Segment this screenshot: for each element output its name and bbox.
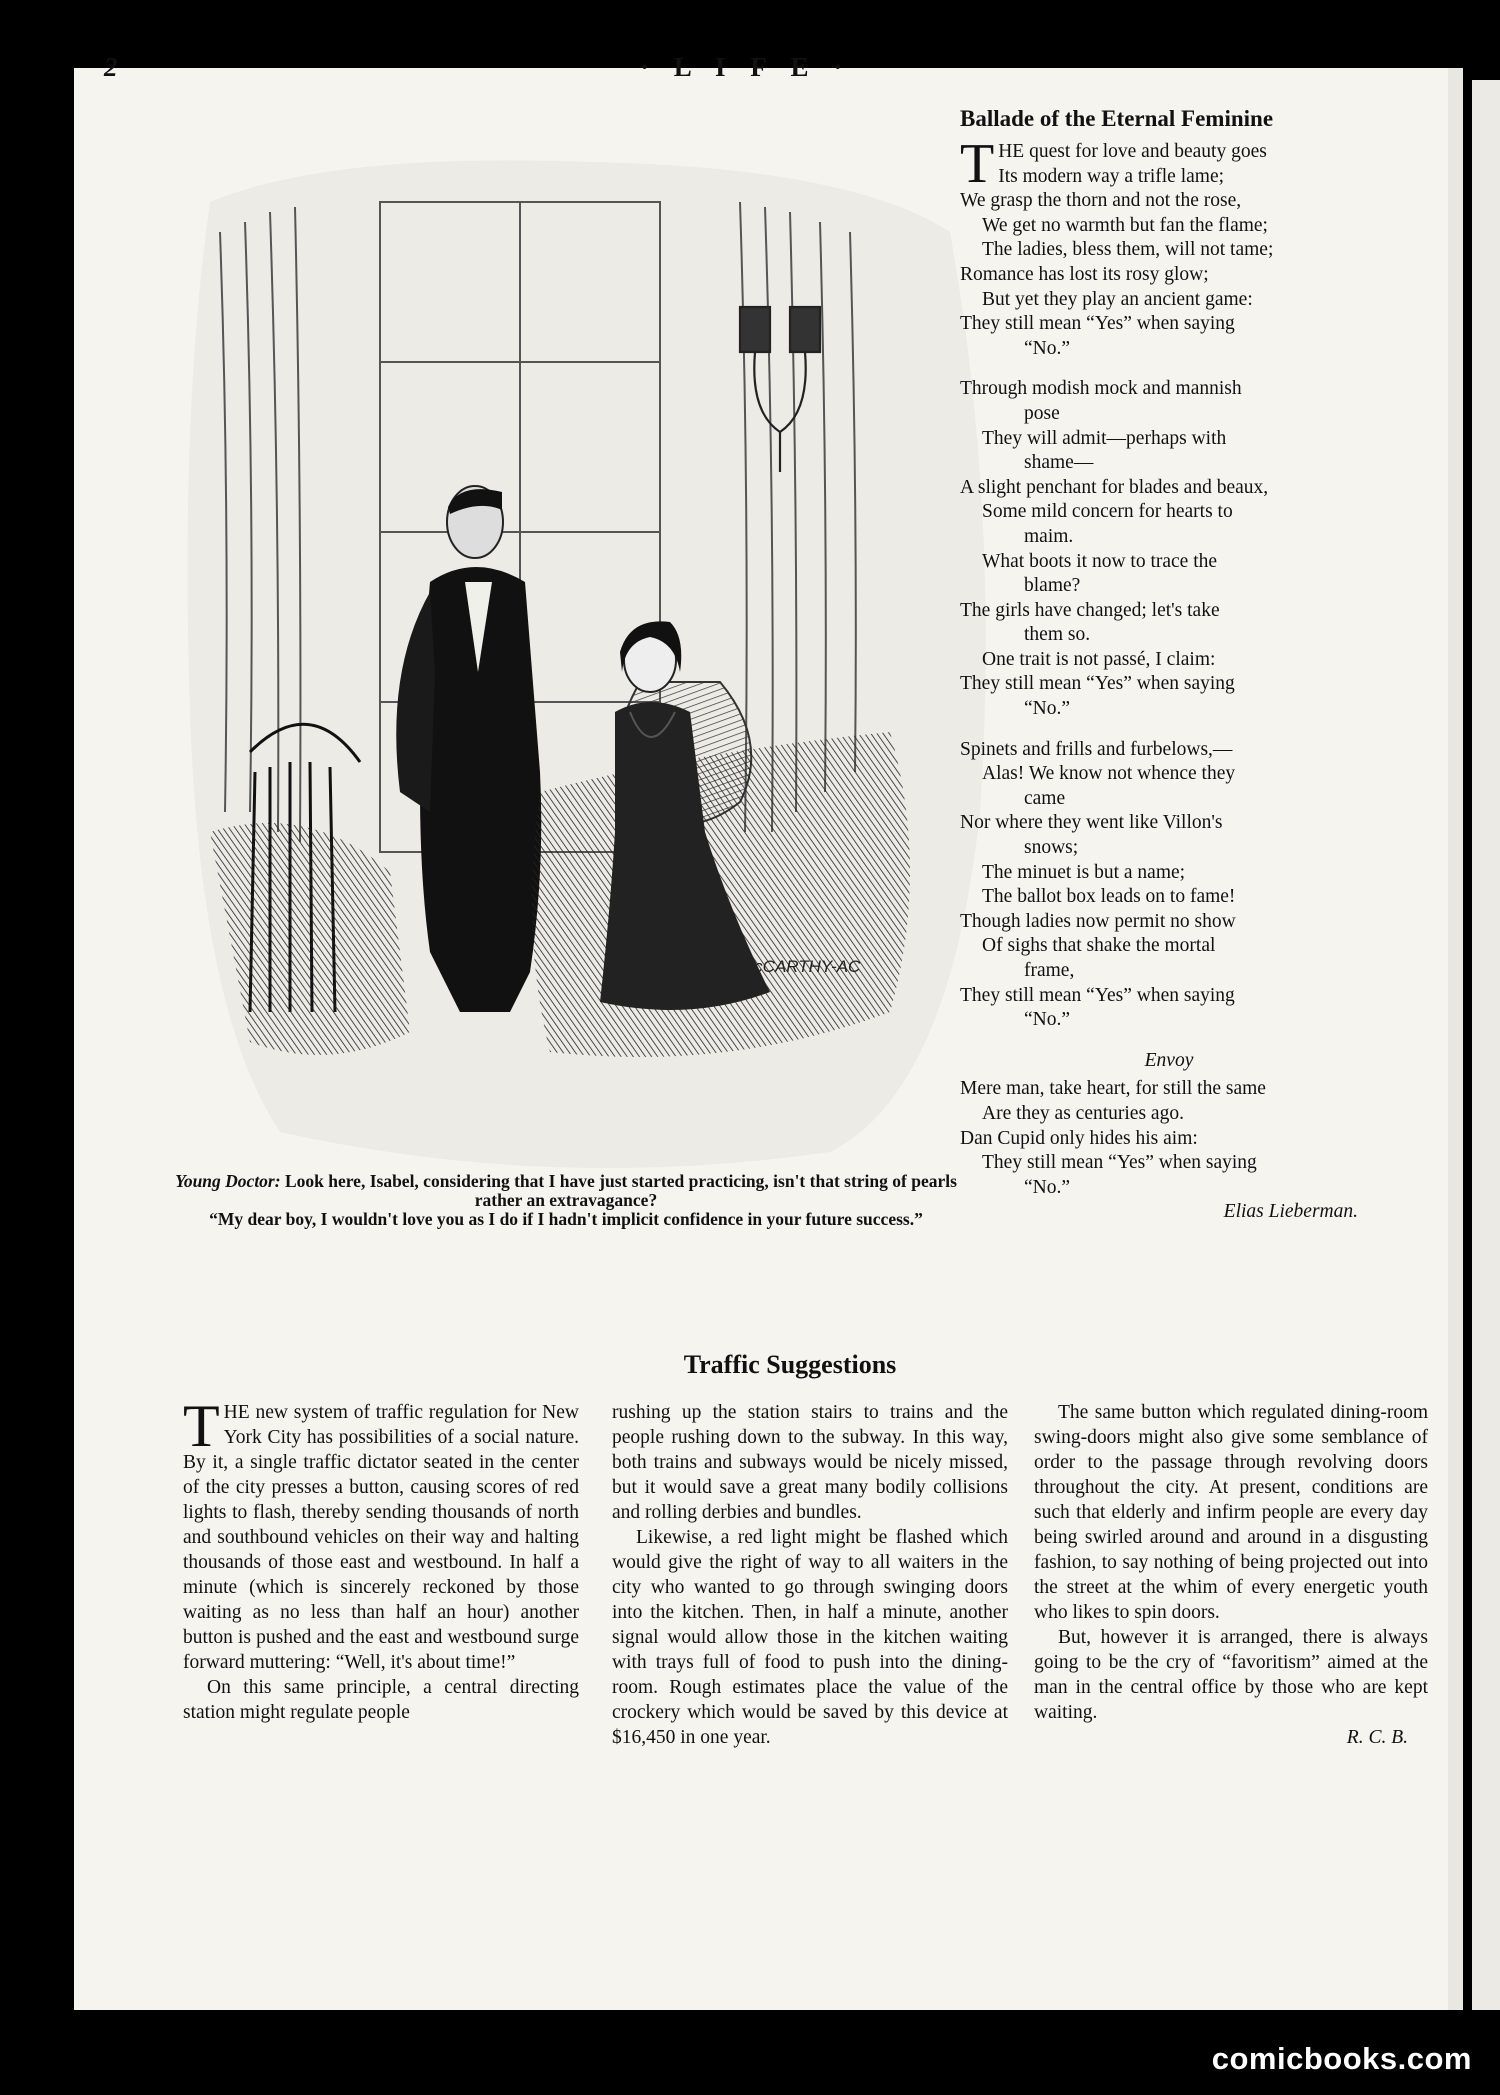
article-paragraph: On this same principle, a central directing station might regulate people — [183, 1677, 579, 1723]
poem-drop-cap: T — [960, 133, 995, 195]
article-title: Traffic Suggestions — [683, 1350, 897, 1379]
poem-line: The ladies, bless them, will not tame; — [982, 239, 1274, 261]
poem-stanza — [960, 738, 1378, 1033]
poem-line: shame— — [1024, 452, 1094, 474]
poem-line: Nor where they went like Villon's — [960, 812, 1223, 834]
poem-line: We grasp the thorn and not the rose, — [960, 190, 1242, 212]
poem-line: Alas! We know not whence they — [982, 763, 1236, 785]
poem-stanza — [960, 377, 1378, 721]
artist-signature: McCARTHY-AC — [740, 957, 861, 976]
poem-line: Some mild concern for hearts to — [982, 501, 1233, 523]
poem-title: Ballade of the Eternal Feminine — [960, 106, 1274, 131]
poem-line: “No.” — [1024, 1009, 1071, 1031]
poem-line: They still mean “Yes” when saying — [960, 313, 1235, 335]
illustration — [130, 112, 1050, 1184]
poem-line: blame? — [1024, 575, 1081, 597]
illustration-caption — [166, 1172, 966, 1229]
poem-stanza — [960, 133, 1378, 361]
poem-line: Of sighs that shake the mortal — [982, 935, 1216, 957]
poem-line: Dan Cupid only hides his aim: — [960, 1127, 1198, 1149]
poem-line: “No.” — [1024, 1176, 1071, 1198]
poem-line: The ballot box leads on to fame! — [982, 886, 1236, 908]
article-paragraph: The same button which regulated dining-room swing-doors might also give some semblance of order to the passage through revolving doors throughout the city. At present, conditions are such that elderly and infirm people are every day being swirled around and around in a disgusting fashion, to say nothing of being projected out into the street at the whim of every energetic youth who likes to spin doors. — [1034, 1402, 1428, 1623]
poem-line: came — [1024, 787, 1066, 809]
poem-line: Through modish mock and mannish — [960, 378, 1242, 400]
poem-line: One trait is not passé, I claim: — [982, 648, 1216, 670]
article-column-1 — [183, 1393, 579, 1725]
poem-line: Are they as centuries ago. — [982, 1102, 1184, 1124]
site-watermark: comicbooks.com — [1211, 2041, 1472, 2076]
poem-line: They still mean “Yes” when saying — [982, 1152, 1257, 1174]
poem-line: Mere man, take heart, for still the same — [960, 1078, 1266, 1100]
poem-line: But yet they play an ancient game: — [982, 288, 1253, 310]
poem-line: maim. — [1024, 525, 1074, 547]
caption-line-1: Look here, Isabel, considering that I have just started practicing, isn't that string of pearls rather an extravagance? — [284, 1171, 957, 1210]
poem-line: “No.” — [1024, 698, 1071, 720]
masthead: · L I F E · — [640, 52, 852, 82]
article-paragraph: Likewise, a red light might be flashed which would give the right of way to all waiters in the city who wanted to go through swinging doors into the kitchen. Then, in half a minute, another signal would allow those in the kitchen waiting with trays full of food to push into the dining-room. Rough estimates place the value of the crockery which would be saved by this device at $16,450 in one year. — [612, 1527, 1008, 1748]
poem-line: Spinets and frills and furbelows,— — [960, 738, 1233, 760]
poem-line: A slight penchant for blades and beaux, — [960, 476, 1269, 498]
poem-envoy — [960, 1077, 1378, 1200]
poem-line: Though ladies now permit no show — [960, 910, 1236, 932]
article-author: R. C. B. — [1346, 1727, 1408, 1748]
article-drop-cap: T — [183, 1393, 220, 1459]
poem-line: What boots it now to trace the — [982, 550, 1218, 572]
poem-line: “No.” — [1024, 337, 1071, 359]
poem-line: We get no warmth but fan the flame; — [982, 214, 1268, 236]
next-page-edge-2 — [1472, 80, 1500, 2010]
poem-line: Romance has lost its rosy glow; — [960, 263, 1209, 285]
poem-line: They still mean “Yes” when saying — [960, 984, 1235, 1006]
poem-line: They still mean “Yes” when saying — [960, 673, 1235, 695]
poem-line: The girls have changed; let's take — [960, 599, 1220, 621]
article-column-2 — [612, 1400, 1008, 1750]
page-number: 2 — [104, 52, 118, 82]
poem-line: frame, — [1024, 960, 1075, 981]
caption-line-2: “My dear boy, I wouldn't love you as I do if I hadn't implicit confidence in your future success.” — [209, 1209, 923, 1229]
poem-line: The minuet is but a name; — [982, 861, 1186, 883]
poem-line: Its modern way a trifle lame; — [998, 165, 1225, 187]
next-page-edge — [1448, 68, 1463, 2010]
poem-line: pose — [1024, 402, 1060, 424]
poem-author: Elias Lieberman. — [1223, 1201, 1358, 1223]
poem-line: snows; — [1024, 837, 1079, 859]
caption-speaker: Young Doctor: — [175, 1171, 281, 1191]
poem-line: them so. — [1024, 624, 1091, 646]
poem-line: They will admit—perhaps with — [982, 427, 1227, 449]
article-paragraph: But, however it is arranged, there is always going to be the cry of “favoritism” aimed at the man in the central office by those who are kept waiting. — [1034, 1627, 1428, 1723]
poem-body — [960, 133, 1378, 1225]
article-column-3 — [1034, 1400, 1428, 1750]
poem-line: HE quest for love and beauty goes — [998, 141, 1267, 162]
article-paragraph: HE new system of traffic regulation for New York City has possibilities of a social nature. By it, a single traffic dictator seated in the center of the city presses a button, causing scores of red lights to flash, thereby sending thousands of north and southbound vehicles on their way and halting thousands of those east and westbound. In half a minute (which is sincerely reckoned by those waiting as no less than half an hour) another button is pushed and the east and westbound surge forward muttering: “Well, it's about time!” — [183, 1402, 579, 1673]
article-paragraph: rushing up the station stairs to trains and the people rushing down to the subway. In this way, both trains and subways would be nicely missed, but it would save a great many bodily collisions and rolling derbies and bundles. — [612, 1402, 1008, 1523]
poem-envoy-title: Envoy — [1144, 1049, 1194, 1071]
